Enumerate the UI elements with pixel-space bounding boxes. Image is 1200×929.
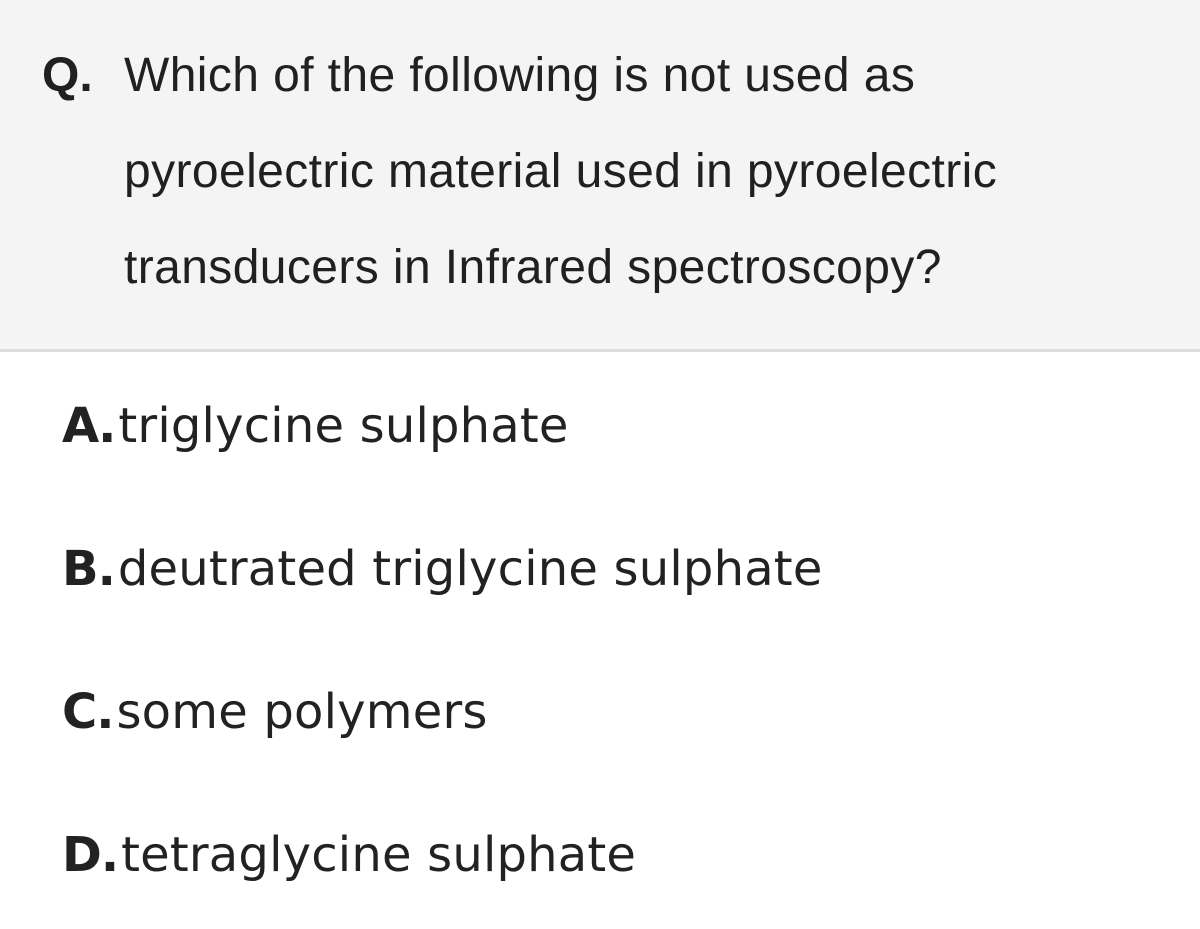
- option-letter-c: C: [62, 684, 97, 740]
- option-text-b: deutrated triglycine sulphate: [117, 541, 823, 597]
- option-separator-a: .: [98, 398, 117, 454]
- option-text-a: triglycine sulphate: [118, 398, 569, 454]
- question-text: Which of the following is not used as pyroelectric material used in pyroelectric transducers in Infrared spectroscopy?: [124, 49, 998, 294]
- option-separator-c: .: [96, 684, 115, 740]
- question-prefix: Q.: [42, 49, 93, 102]
- option-letter-d: D: [62, 827, 101, 883]
- question-card: [0, 0, 1200, 352]
- answer-options: [62, 382, 1162, 929]
- option-letter-b: B: [62, 541, 98, 597]
- option-text-c: some polymers: [116, 684, 488, 740]
- answer-option-d[interactable]: [62, 811, 1162, 929]
- option-separator-b: .: [97, 541, 116, 597]
- option-separator-d: .: [100, 827, 120, 883]
- option-text-d: tetraglycine sulphate: [121, 827, 637, 883]
- answer-option-b[interactable]: [62, 525, 1162, 668]
- answer-option-c[interactable]: [62, 668, 1162, 811]
- question-row: [42, 28, 1182, 316]
- answer-option-a[interactable]: [62, 382, 1162, 525]
- option-letter-a: A: [62, 398, 99, 454]
